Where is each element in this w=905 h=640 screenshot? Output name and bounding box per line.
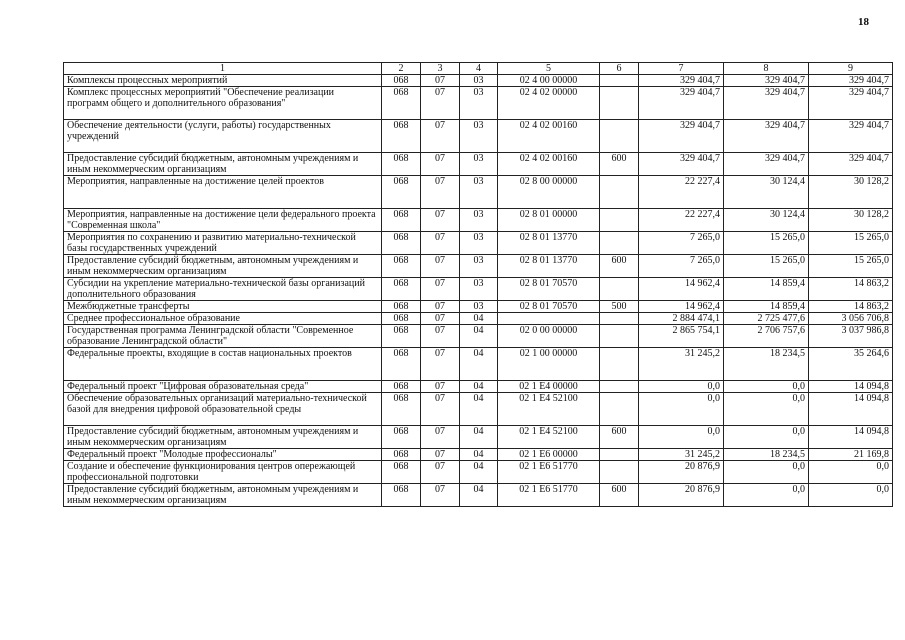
header-cell: 8	[724, 63, 809, 75]
subsection-cell: 04	[460, 313, 498, 325]
amount-cell: 329 404,7	[639, 153, 724, 176]
target-article-cell: 02 4 02 00160	[498, 153, 600, 176]
subsection-cell: 04	[460, 381, 498, 393]
amount-cell: 15 265,0	[724, 232, 809, 255]
target-article-cell: 02 4 00 00000	[498, 75, 600, 87]
amount-cell: 329 404,7	[639, 75, 724, 87]
expense-type-cell	[600, 209, 639, 232]
row-name-cell: Мероприятия, направленные на достижение цели федерального проекта "Современная школа"	[64, 209, 382, 232]
table-row	[64, 255, 893, 278]
target-article-cell: 02 1 E4 00000	[498, 381, 600, 393]
expense-type-cell	[600, 461, 639, 484]
amount-cell: 20 876,9	[639, 484, 724, 507]
code-cell: 068	[382, 301, 421, 313]
table-row	[64, 278, 893, 301]
header-cell: 7	[639, 63, 724, 75]
expense-type-cell	[600, 176, 639, 209]
code-cell: 068	[382, 426, 421, 449]
row-name-cell: Федеральный проект "Молодые профессионалы"	[64, 449, 382, 461]
table-row	[64, 381, 893, 393]
amount-cell: 329 404,7	[639, 120, 724, 153]
header-cell: 6	[600, 63, 639, 75]
row-name-cell: Создание и обеспечение функционирования центров опережающей профессиональной подготовки	[64, 461, 382, 484]
amount-cell: 3 037 986,8	[809, 325, 893, 348]
row-name-cell: Обеспечение образовательных организаций материально-технической базой для внедрения цифровой образовательной среды	[64, 393, 382, 426]
section-cell: 07	[421, 278, 460, 301]
amount-cell: 15 265,0	[809, 232, 893, 255]
expense-type-cell	[600, 325, 639, 348]
amount-cell: 2 865 754,1	[639, 325, 724, 348]
amount-cell: 329 404,7	[724, 120, 809, 153]
amount-cell: 329 404,7	[724, 75, 809, 87]
target-article-cell: 02 1 E6 51770	[498, 484, 600, 507]
section-cell: 07	[421, 120, 460, 153]
section-cell: 07	[421, 381, 460, 393]
amount-cell: 35 264,6	[809, 348, 893, 381]
amount-cell: 329 404,7	[724, 153, 809, 176]
section-cell: 07	[421, 313, 460, 325]
amount-cell: 14 859,4	[724, 301, 809, 313]
section-cell: 07	[421, 348, 460, 381]
expense-type-cell	[600, 75, 639, 87]
amount-cell: 7 265,0	[639, 232, 724, 255]
section-cell: 07	[421, 426, 460, 449]
table-row	[64, 176, 893, 209]
amount-cell: 7 265,0	[639, 255, 724, 278]
section-cell: 07	[421, 75, 460, 87]
row-name-cell: Мероприятия по сохранению и развитию материально-технической базы государственных учреждений	[64, 232, 382, 255]
row-name-cell: Субсидии на укрепление материально-технической базы организаций дополнительного образования	[64, 278, 382, 301]
amount-cell: 31 245,2	[639, 449, 724, 461]
table-row	[64, 232, 893, 255]
subsection-cell: 04	[460, 484, 498, 507]
target-article-cell: 02 8 01 13770	[498, 255, 600, 278]
target-article-cell: 02 1 E4 52100	[498, 393, 600, 426]
table-row	[64, 449, 893, 461]
subsection-cell: 03	[460, 232, 498, 255]
section-cell: 07	[421, 209, 460, 232]
table-row	[64, 426, 893, 449]
section-cell: 07	[421, 232, 460, 255]
target-article-cell: 02 1 E6 51770	[498, 461, 600, 484]
amount-cell: 21 169,8	[809, 449, 893, 461]
header-row	[64, 63, 893, 75]
expense-type-cell	[600, 449, 639, 461]
amount-cell: 14 094,8	[809, 426, 893, 449]
amount-cell: 22 227,4	[639, 209, 724, 232]
row-name-cell: Предоставление субсидий бюджетным, автономным учреждениям и иным некоммерческим организациям	[64, 255, 382, 278]
amount-cell: 0,0	[639, 393, 724, 426]
table-row	[64, 153, 893, 176]
amount-cell: 14 094,8	[809, 381, 893, 393]
amount-cell: 0,0	[724, 461, 809, 484]
code-cell: 068	[382, 255, 421, 278]
amount-cell: 329 404,7	[809, 120, 893, 153]
code-cell: 068	[382, 381, 421, 393]
amount-cell: 22 227,4	[639, 176, 724, 209]
section-cell: 07	[421, 153, 460, 176]
subsection-cell: 04	[460, 449, 498, 461]
expense-type-cell: 600	[600, 153, 639, 176]
subsection-cell: 04	[460, 461, 498, 484]
code-cell: 068	[382, 75, 421, 87]
amount-cell: 329 404,7	[809, 153, 893, 176]
expense-type-cell	[600, 393, 639, 426]
code-cell: 068	[382, 120, 421, 153]
row-name-cell: Среднее профессиональное образование	[64, 313, 382, 325]
section-cell: 07	[421, 255, 460, 278]
code-cell: 068	[382, 313, 421, 325]
target-article-cell: 02 8 01 13770	[498, 232, 600, 255]
target-article-cell: 02 8 01 70570	[498, 301, 600, 313]
amount-cell: 15 265,0	[724, 255, 809, 278]
subsection-cell: 04	[460, 348, 498, 381]
amount-cell: 14 859,4	[724, 278, 809, 301]
expense-type-cell	[600, 348, 639, 381]
expense-type-cell	[600, 87, 639, 120]
table-row	[64, 120, 893, 153]
section-cell: 07	[421, 176, 460, 209]
row-name-cell: Обеспечение деятельности (услуги, работы) государственных учреждений	[64, 120, 382, 153]
target-article-cell: 02 0 00 00000	[498, 325, 600, 348]
table-row	[64, 348, 893, 381]
amount-cell: 0,0	[639, 426, 724, 449]
subsection-cell: 03	[460, 176, 498, 209]
expense-type-cell: 600	[600, 484, 639, 507]
subsection-cell: 04	[460, 325, 498, 348]
budget-table	[63, 62, 893, 507]
amount-cell: 0,0	[724, 484, 809, 507]
subsection-cell: 03	[460, 120, 498, 153]
expense-type-cell: 500	[600, 301, 639, 313]
amount-cell: 15 265,0	[809, 255, 893, 278]
section-cell: 07	[421, 325, 460, 348]
expense-type-cell: 600	[600, 255, 639, 278]
expense-type-cell	[600, 381, 639, 393]
amount-cell: 0,0	[724, 393, 809, 426]
code-cell: 068	[382, 393, 421, 426]
amount-cell: 18 234,5	[724, 348, 809, 381]
amount-cell: 30 124,4	[724, 209, 809, 232]
section-cell: 07	[421, 87, 460, 120]
amount-cell: 18 234,5	[724, 449, 809, 461]
target-article-cell: 02 1 E4 52100	[498, 426, 600, 449]
subsection-cell: 03	[460, 153, 498, 176]
row-name-cell: Предоставление субсидий бюджетным, автономным учреждениям и иным некоммерческим организациям	[64, 484, 382, 507]
amount-cell: 14 094,8	[809, 393, 893, 426]
target-article-cell: 02 8 01 70570	[498, 278, 600, 301]
table-row	[64, 75, 893, 87]
amount-cell: 2 884 474,1	[639, 313, 724, 325]
header-cell: 4	[460, 63, 498, 75]
expense-type-cell	[600, 120, 639, 153]
amount-cell: 14 863,2	[809, 278, 893, 301]
amount-cell: 329 404,7	[809, 75, 893, 87]
expense-type-cell: 600	[600, 426, 639, 449]
target-article-cell: 02 4 02 00160	[498, 120, 600, 153]
row-name-cell: Государственная программа Ленинградской области "Современное образование Ленинградской области"	[64, 325, 382, 348]
amount-cell: 2 706 757,6	[724, 325, 809, 348]
target-article-cell: 02 8 00 00000	[498, 176, 600, 209]
row-name-cell: Комплекс процессных мероприятий "Обеспечение реализации программ общего и дополнительного образования"	[64, 87, 382, 120]
code-cell: 068	[382, 209, 421, 232]
table-row	[64, 209, 893, 232]
row-name-cell: Комплексы процессных мероприятий	[64, 75, 382, 87]
amount-cell: 0,0	[724, 426, 809, 449]
table-row	[64, 87, 893, 120]
amount-cell: 30 124,4	[724, 176, 809, 209]
subsection-cell: 03	[460, 255, 498, 278]
section-cell: 07	[421, 301, 460, 313]
amount-cell: 31 245,2	[639, 348, 724, 381]
amount-cell: 30 128,2	[809, 176, 893, 209]
expense-type-cell	[600, 313, 639, 325]
amount-cell: 30 128,2	[809, 209, 893, 232]
header-cell: 3	[421, 63, 460, 75]
section-cell: 07	[421, 484, 460, 507]
target-article-cell	[498, 313, 600, 325]
subsection-cell: 03	[460, 75, 498, 87]
expense-type-cell	[600, 278, 639, 301]
row-name-cell: Предоставление субсидий бюджетным, автономным учреждениям и иным некоммерческим организациям	[64, 426, 382, 449]
amount-cell: 14 962,4	[639, 278, 724, 301]
code-cell: 068	[382, 278, 421, 301]
code-cell: 068	[382, 449, 421, 461]
header-cell: 5	[498, 63, 600, 75]
amount-cell: 14 863,2	[809, 301, 893, 313]
code-cell: 068	[382, 87, 421, 120]
code-cell: 068	[382, 153, 421, 176]
header-cell: 2	[382, 63, 421, 75]
code-cell: 068	[382, 176, 421, 209]
target-article-cell: 02 1 E6 00000	[498, 449, 600, 461]
subsection-cell: 03	[460, 278, 498, 301]
code-cell: 068	[382, 232, 421, 255]
section-cell: 07	[421, 449, 460, 461]
code-cell: 068	[382, 325, 421, 348]
section-cell: 07	[421, 393, 460, 426]
amount-cell: 3 056 706,8	[809, 313, 893, 325]
amount-cell: 329 404,7	[724, 87, 809, 120]
table-row	[64, 484, 893, 507]
code-cell: 068	[382, 461, 421, 484]
amount-cell: 329 404,7	[639, 87, 724, 120]
row-name-cell: Федеральные проекты, входящие в состав национальных проектов	[64, 348, 382, 381]
subsection-cell: 04	[460, 426, 498, 449]
table-row	[64, 461, 893, 484]
subsection-cell: 03	[460, 301, 498, 313]
target-article-cell: 02 8 01 00000	[498, 209, 600, 232]
section-cell: 07	[421, 461, 460, 484]
subsection-cell: 03	[460, 209, 498, 232]
target-article-cell: 02 4 02 00000	[498, 87, 600, 120]
amount-cell: 0,0	[809, 484, 893, 507]
table-row	[64, 393, 893, 426]
table-body	[64, 75, 893, 507]
code-cell: 068	[382, 348, 421, 381]
amount-cell: 20 876,9	[639, 461, 724, 484]
code-cell: 068	[382, 484, 421, 507]
amount-cell: 0,0	[724, 381, 809, 393]
subsection-cell: 04	[460, 393, 498, 426]
page-number: 18	[858, 16, 869, 28]
header-cell: 1	[64, 63, 382, 75]
target-article-cell: 02 1 00 00000	[498, 348, 600, 381]
table-row	[64, 325, 893, 348]
expense-type-cell	[600, 232, 639, 255]
row-name-cell: Мероприятия, направленные на достижение целей проектов	[64, 176, 382, 209]
row-name-cell: Предоставление субсидий бюджетным, автономным учреждениям и иным некоммерческим организациям	[64, 153, 382, 176]
amount-cell: 2 725 477,6	[724, 313, 809, 325]
subsection-cell: 03	[460, 87, 498, 120]
amount-cell: 329 404,7	[809, 87, 893, 120]
amount-cell: 14 962,4	[639, 301, 724, 313]
row-name-cell: Федеральный проект "Цифровая образовательная среда"	[64, 381, 382, 393]
row-name-cell: Межбюджетные трансферты	[64, 301, 382, 313]
table-row	[64, 301, 893, 313]
table-row	[64, 313, 893, 325]
amount-cell: 0,0	[639, 381, 724, 393]
amount-cell: 0,0	[809, 461, 893, 484]
header-cell: 9	[809, 63, 893, 75]
